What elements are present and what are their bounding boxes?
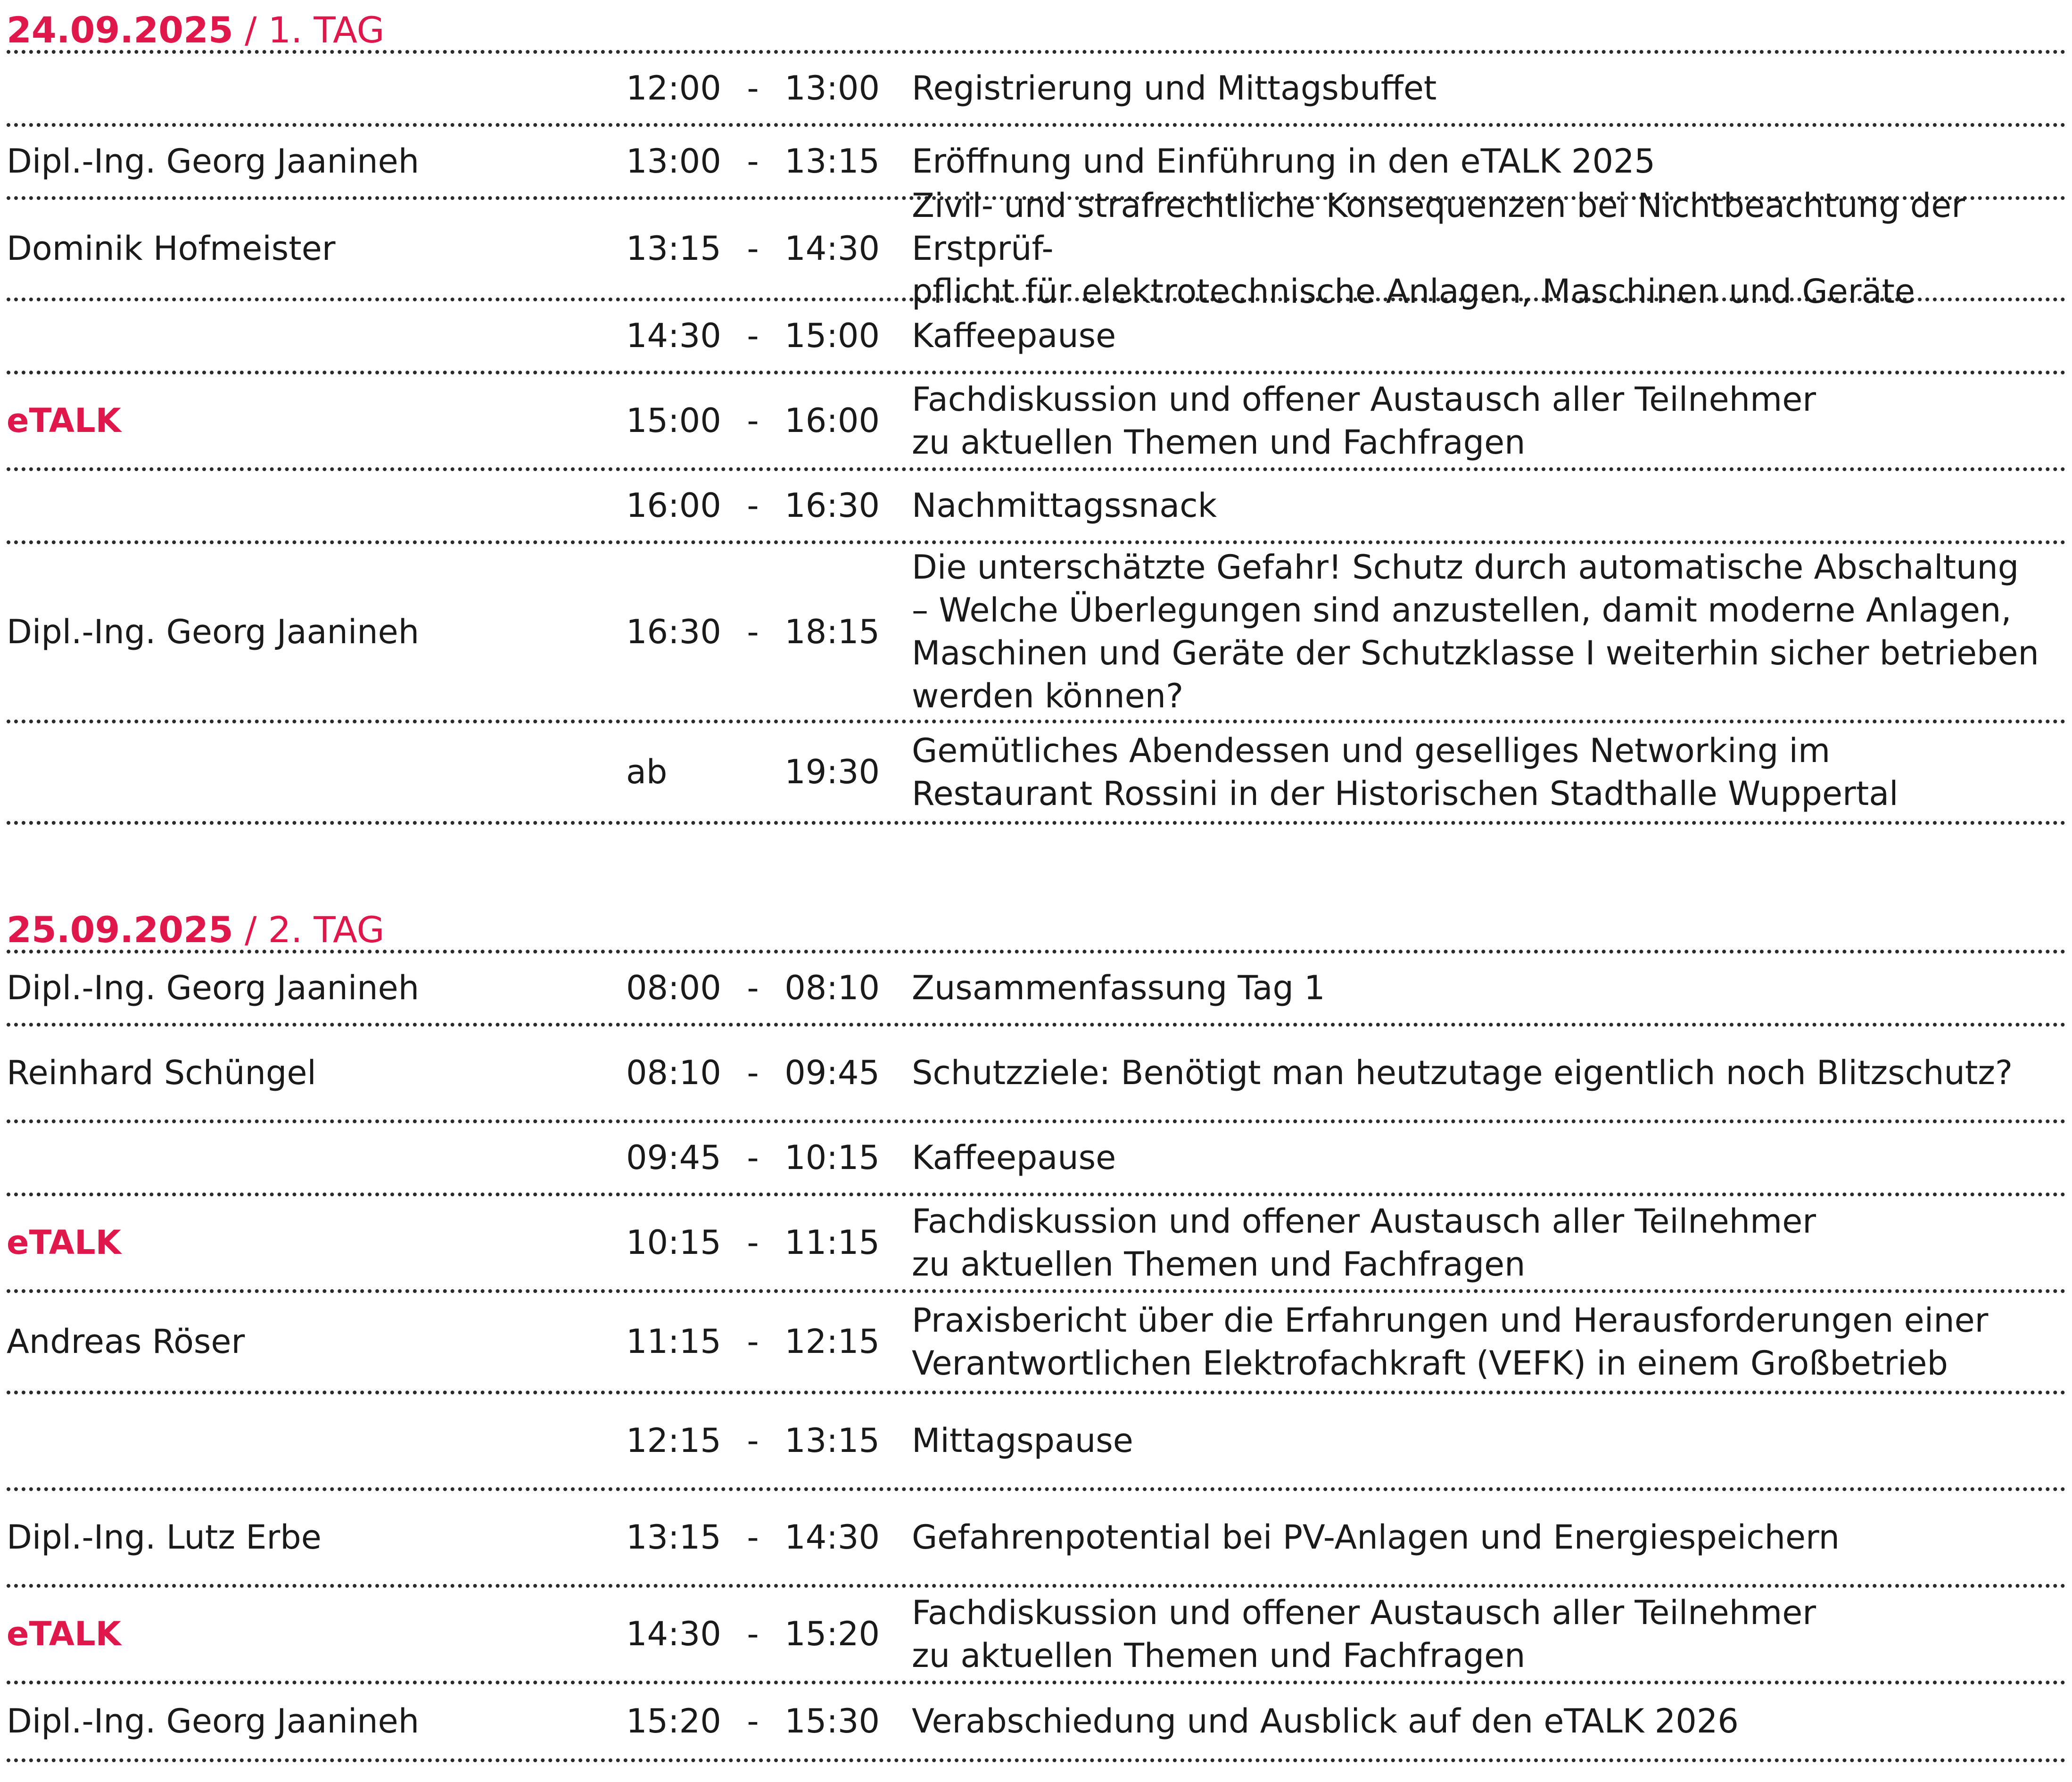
time-end: 14:30 <box>784 1518 880 1557</box>
time-dash: - <box>747 401 759 440</box>
session-topic: Zusammenfassung Tag 1 <box>912 969 1325 1007</box>
time-range <box>626 967 912 1010</box>
session-topic: Die unterschätzte Gefahr! Schutz durch automatische Abschaltung – Welche Überlegungen sind anzustellen, damit moderne Anlagen, Maschinen und Geräte der Schutzklasse I weiterhin sicher betrieben werden können? <box>912 548 2039 715</box>
time-dash: - <box>747 486 759 525</box>
time-dash: - <box>747 1421 759 1460</box>
time-range <box>626 1419 912 1462</box>
day-2-block <box>7 906 2066 1762</box>
speaker-name: eTALK <box>7 1615 121 1653</box>
table-row <box>7 544 2066 723</box>
session-topic: Fachdiskussion und offener Austausch aller Teilnehmer zu aktuellen Themen und Fachfragen <box>912 1202 1816 1284</box>
session-topic: Gemütliches Abendessen und geselliges Networking im Restaurant Rossini in der Historischen Stadthalle Wuppertal <box>912 731 1899 813</box>
table-row <box>7 301 2066 374</box>
time-start: 08:00 <box>626 969 721 1007</box>
time-range <box>626 315 912 357</box>
time-start: 11:15 <box>626 1322 721 1361</box>
time-start: 12:00 <box>626 69 721 108</box>
session-topic: Verabschiedung und Ausblick auf den eTALK 2026 <box>912 1702 1739 1741</box>
session-topic: Fachdiskussion und offener Austausch aller Teilnehmer zu aktuellen Themen und Fachfragen <box>912 1593 1816 1675</box>
time-start: 13:15 <box>626 1518 721 1557</box>
session-topic: Registrierung und Mittagsbuffet <box>912 69 1437 108</box>
time-end: 13:15 <box>784 142 880 181</box>
table-row <box>7 1394 2066 1491</box>
time-dash: - <box>747 1223 759 1262</box>
time-start: 08:10 <box>626 1053 721 1092</box>
speaker-name: eTALK <box>7 401 121 440</box>
day-separator: / <box>244 909 257 951</box>
time-dash: - <box>747 1138 759 1177</box>
time-end: 16:30 <box>784 486 880 525</box>
day-1-schedule <box>7 54 2066 825</box>
day-date: 24.09.2025 <box>7 9 233 51</box>
time-range <box>626 227 912 270</box>
time-range <box>626 140 912 183</box>
time-dash: - <box>747 1702 759 1741</box>
time-end: 15:30 <box>784 1702 880 1741</box>
table-row <box>7 1123 2066 1196</box>
time-range <box>626 1516 912 1559</box>
day-1-header <box>7 7 2066 54</box>
session-topic: Praxisbericht über die Erfahrungen und Herausforderungen einer Verantwortlichen Elektrofachkraft (VEFK) in einem Großbetrieb <box>912 1301 1989 1383</box>
session-topic: Gefahrenpotential bei PV-Anlagen und Energiespeichern <box>912 1518 1840 1557</box>
time-end: 16:00 <box>784 401 880 440</box>
time-start: 13:15 <box>626 229 721 268</box>
session-topic: Kaffeepause <box>912 316 1116 355</box>
time-end: 14:30 <box>784 229 880 268</box>
speaker-name: Dipl.-Ing. Lutz Erbe <box>7 1518 322 1557</box>
time-dash: - <box>747 1518 759 1557</box>
session-topic: Nachmittagssnack <box>912 486 1217 525</box>
time-dash: - <box>747 316 759 355</box>
table-row <box>7 723 2066 825</box>
table-row <box>7 1196 2066 1293</box>
time-start: 14:30 <box>626 316 721 355</box>
time-end: 18:15 <box>784 612 880 651</box>
time-range <box>626 1052 912 1094</box>
table-row <box>7 374 2066 471</box>
time-dash: - <box>747 612 759 651</box>
speaker-name: Dipl.-Ing. Georg Jaanineh <box>7 1702 420 1741</box>
table-row <box>7 1684 2066 1762</box>
time-range <box>626 399 912 442</box>
time-start: 14:30 <box>626 1615 721 1653</box>
time-end: 08:10 <box>784 969 880 1007</box>
time-end: 09:45 <box>784 1053 880 1092</box>
table-row <box>7 1491 2066 1588</box>
time-end: 10:15 <box>784 1138 880 1177</box>
speaker-name: Dipl.-Ing. Georg Jaanineh <box>7 142 420 181</box>
table-row <box>7 1027 2066 1123</box>
session-topic: Kaffeepause <box>912 1138 1116 1177</box>
time-range <box>626 1221 912 1264</box>
time-end: 15:00 <box>784 316 880 355</box>
session-topic: Mittagspause <box>912 1421 1133 1460</box>
time-dash: - <box>747 229 759 268</box>
time-range <box>626 1320 912 1363</box>
day-2-header <box>7 906 2066 953</box>
day-2-schedule <box>7 953 2066 1762</box>
time-dash: - <box>747 142 759 181</box>
speaker-name: eTALK <box>7 1223 121 1262</box>
table-row <box>7 186 2066 311</box>
time-range <box>626 1136 912 1179</box>
time-range <box>626 67 912 110</box>
table-row <box>7 953 2066 1027</box>
time-start: 15:20 <box>626 1702 721 1741</box>
time-end: 19:30 <box>784 753 880 791</box>
session-topic: Zivil- und strafrechtliche Konsequenzen bei Nichtbeachtung der Erstprüf- pflicht für elektrotechnische Anlagen, Maschinen und Geräte <box>912 186 1965 311</box>
time-end: 13:00 <box>784 69 880 108</box>
time-start: ab <box>626 753 668 791</box>
time-dash: - <box>747 1615 759 1653</box>
session-topic: Schutzziele: Benötigt man heutzutage eigentlich noch Blitzschutz? <box>912 1053 2013 1092</box>
time-start: 12:15 <box>626 1421 721 1460</box>
time-range <box>626 1700 912 1743</box>
table-row <box>7 471 2066 544</box>
time-end: 11:15 <box>784 1223 880 1262</box>
time-range <box>626 484 912 527</box>
time-start: 16:30 <box>626 612 721 651</box>
speaker-name: Andreas Röser <box>7 1322 245 1361</box>
speaker-name: Dipl.-Ing. Georg Jaanineh <box>7 612 420 651</box>
speaker-name: Dominik Hofmeister <box>7 229 336 268</box>
time-start: 13:00 <box>626 142 721 181</box>
session-topic: Eröffnung und Einführung in den eTALK 2025 <box>912 142 1656 181</box>
day-1-block <box>7 7 2066 825</box>
time-start: 15:00 <box>626 401 721 440</box>
day-date: 25.09.2025 <box>7 909 233 951</box>
time-start: 16:00 <box>626 486 721 525</box>
session-topic: Fachdiskussion und offener Austausch aller Teilnehmer zu aktuellen Themen und Fachfragen <box>912 380 1816 462</box>
time-end: 15:20 <box>784 1615 880 1653</box>
time-range <box>626 1613 912 1656</box>
speaker-name: Reinhard Schüngel <box>7 1053 316 1092</box>
day-label: 2. TAG <box>268 909 385 951</box>
time-dash: - <box>747 969 759 1007</box>
time-dash: - <box>747 1053 759 1092</box>
day-label: 1. TAG <box>268 9 385 51</box>
table-row <box>7 1293 2066 1394</box>
time-end: 13:15 <box>784 1421 880 1460</box>
time-range <box>626 751 912 794</box>
day-separator: / <box>244 9 257 51</box>
time-start: 10:15 <box>626 1223 721 1262</box>
time-start: 09:45 <box>626 1138 721 1177</box>
time-range <box>626 611 912 654</box>
table-row <box>7 1588 2066 1684</box>
table-row <box>7 54 2066 127</box>
time-dash: - <box>747 69 759 108</box>
speaker-name: Dipl.-Ing. Georg Jaanineh <box>7 969 420 1007</box>
time-end: 12:15 <box>784 1322 880 1361</box>
time-dash: - <box>747 1322 759 1361</box>
